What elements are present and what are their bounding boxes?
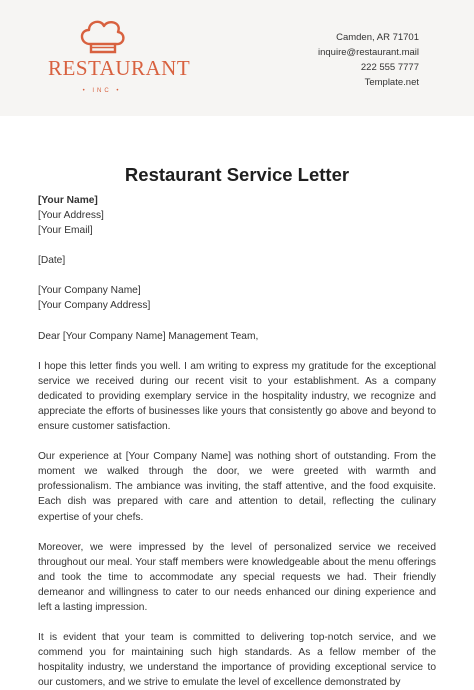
contact-website[interactable]: Template.net	[364, 77, 419, 88]
contact-address: Camden, AR 71701	[336, 32, 419, 43]
sender-name: [Your Name]	[38, 195, 98, 206]
letter-date: [Date]	[38, 255, 66, 267]
paragraph-2: Our experience at [Your Company Name] was nothing short of outstanding. From the moment we walked through the door, we were greeted with warmth and professionalism. The ambiance was inviting, the staff attentive, and the food exquisite. Each dish was prepared with care and attention to detail, reflecting the culinary expertise of your chefs.	[38, 451, 436, 523]
letter-body	[38, 193, 436, 690]
contact-block	[318, 30, 419, 90]
paragraph-1: I hope this letter finds you well. I am writing to express my gratitude for the exceptional service we received during our recent visit to your establishment. As a company dedicated to providing exemplary service in the hospitality industry, we recognize and appreciate the efforts of businesses like yours that consistently go above and beyond to ensure customer satisfaction.	[38, 360, 436, 433]
paragraph-3: Moreover, we were impressed by the level of personalized service we received throughout our meal. Your staff members were knowledgeable about the menu offerings and took the time to accommodate any special requests we had. Their friendly demeanor and willingness to cater to our needs enhanced our dining experience and left a lasting impression.	[38, 541, 436, 613]
contact-email[interactable]: inquire@restaurant.mail	[318, 47, 419, 58]
salutation: Dear [Your Company Name] Management Team,	[38, 330, 259, 342]
recipient-company: [Your Company Name]	[38, 285, 141, 297]
document-title: Restaurant Service Letter	[124, 164, 350, 185]
logo-subtitle: • INC •	[82, 88, 122, 94]
restaurant-logo	[48, 18, 191, 102]
chef-hat-icon	[76, 18, 128, 56]
recipient-address: [Your Company Address]	[38, 300, 151, 312]
letterhead	[0, 0, 474, 116]
logo-wordmark: RESTAURANT	[48, 56, 191, 80]
paragraph-4: It is evident that your team is committed to delivering top-notch service, and we commend you for maintaining such high standards. As a fellow member of the hospitality industry, we understand the importance of providing exceptional service to our customers, and we strive to emulate the level of excellence demonstrated by	[38, 632, 436, 689]
sender-address: [Your Address]	[38, 210, 104, 222]
contact-phone: 222 555 7777	[360, 62, 419, 73]
sender-email: [Your Email]	[38, 225, 93, 237]
